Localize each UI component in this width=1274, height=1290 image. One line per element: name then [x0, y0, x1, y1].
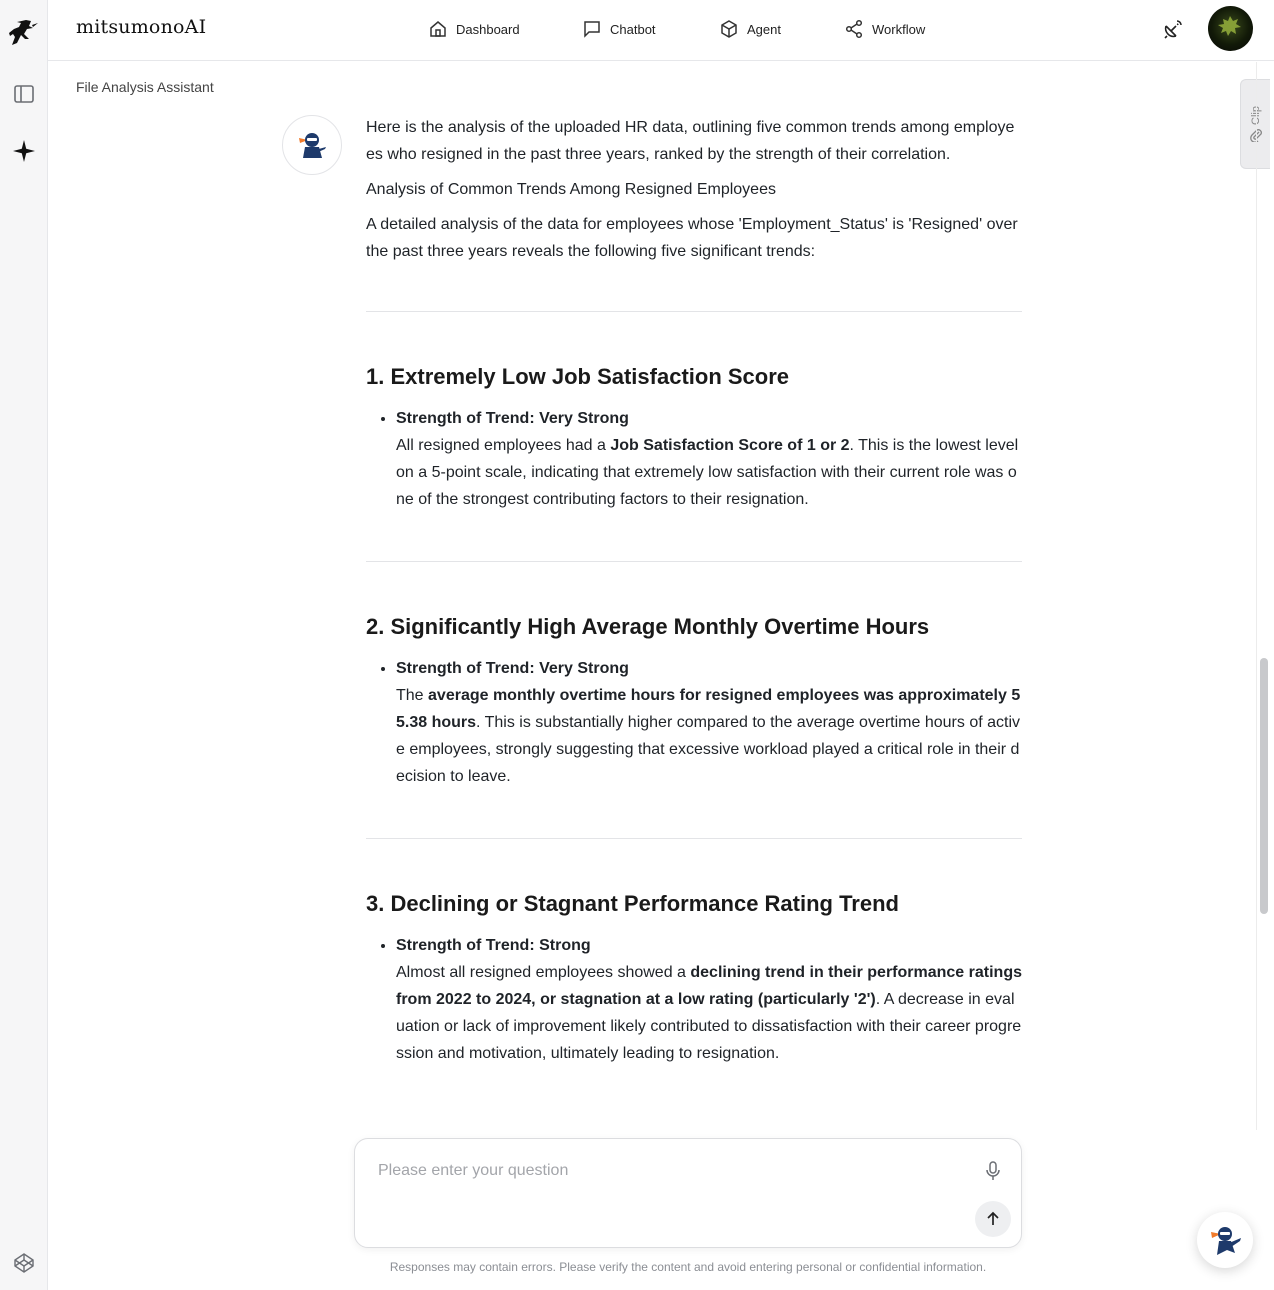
- section-bold: declining trend in their performance ratings from 2022 to 2024, or stagnation at a low rating (particularly '2'): [396, 964, 1022, 1008]
- question-input-box: [354, 1138, 1022, 1248]
- cube-icon: [719, 19, 739, 39]
- share-nodes-icon: [844, 19, 864, 39]
- divider: [366, 838, 1022, 839]
- section-item: [396, 655, 1022, 790]
- section-text: The: [396, 687, 429, 704]
- assistant-message: [366, 114, 1022, 1067]
- nav-agent[interactable]: [719, 17, 781, 41]
- home-icon: [428, 19, 448, 39]
- ninja-logo-icon[interactable]: [0, 18, 48, 50]
- nav-chatbot[interactable]: [582, 17, 656, 41]
- page-subtitle: File Analysis Assistant: [76, 79, 214, 95]
- divider: [366, 561, 1022, 562]
- section-bold: Job Satisfaction Score of 1 or 2: [610, 437, 850, 454]
- section-list: [366, 655, 1022, 790]
- section-text: Almost all resigned employees showed a: [396, 964, 691, 981]
- trend-strength: Strength of Trend: Strong: [396, 937, 591, 954]
- section-text: . This is the lowest level on a 5-point scale, indicating that extremely low satisfaction with their current role was one of the strongest contributing factors to their resignation.: [396, 437, 1019, 508]
- chat-bubble-icon: [582, 19, 602, 39]
- question-input[interactable]: [378, 1159, 958, 1183]
- section-text: . This is substantially higher compared to the average overtime hours of active employees, strongly suggesting that excessive workload played a critical role in their decision to leave.: [396, 714, 1021, 785]
- disclaimer-text: Responses may contain errors. Please verify the content and avoid entering personal or confidential information.: [389, 1260, 987, 1274]
- top-header: [48, 0, 1274, 61]
- user-avatar[interactable]: [1208, 6, 1253, 51]
- ninja-mascot-icon: [1205, 1220, 1245, 1260]
- ninja-mascot-icon: [295, 128, 329, 162]
- microphone-icon[interactable]: [981, 1159, 1005, 1183]
- trend-strength: Strength of Trend: Very Strong: [396, 410, 629, 427]
- message-heading: Analysis of Common Trends Among Resigned Employees: [366, 181, 776, 198]
- section-list: [366, 932, 1022, 1067]
- section-text: . A decrease in evaluation or lack of improvement likely contributed to dissatisfaction with their career progression and motivation, ultimately leading to resignation.: [396, 991, 1022, 1062]
- assistant-avatar: [282, 115, 342, 175]
- nav-label: Agent: [747, 21, 781, 37]
- send-button[interactable]: [975, 1201, 1011, 1237]
- divider: [366, 311, 1022, 312]
- satellite-dish-icon[interactable]: [1160, 16, 1186, 42]
- ninja-assistant-button[interactable]: [1197, 1212, 1253, 1268]
- nav-workflow[interactable]: [844, 17, 925, 41]
- clip-label: Clip: [1249, 105, 1262, 125]
- section-title: 1. Extremely Low Job Satisfaction Score: [366, 364, 790, 389]
- arrow-up-icon: [984, 1210, 1002, 1228]
- section-item: [396, 932, 1022, 1067]
- nav-label: Dashboard: [456, 21, 520, 37]
- sidebar-toggle-icon[interactable]: [0, 78, 48, 110]
- nav-label: Chatbot: [610, 21, 656, 37]
- sparkle-icon[interactable]: [0, 135, 48, 167]
- trend-strength: Strength of Trend: Very Strong: [396, 660, 629, 677]
- section-list: [366, 405, 1022, 513]
- section-item: [396, 405, 1022, 513]
- nav-label: Workflow: [872, 21, 926, 37]
- codepen-icon[interactable]: [0, 1247, 48, 1279]
- section-title: 2. Significantly High Average Monthly Overtime Hours: [366, 614, 930, 639]
- message-intro: Here is the analysis of the uploaded HR data, outlining five common trends among employees who resigned in the past three years, ranked by the strength of their correlation.: [366, 119, 1015, 163]
- scrollbar-track[interactable]: [1256, 62, 1270, 1130]
- nav-dashboard[interactable]: [428, 17, 520, 41]
- section-text: All resigned employees had a: [396, 437, 611, 454]
- brand-name[interactable]: mitsumonoAI: [76, 16, 207, 38]
- message-lead: A detailed analysis of the data for employees whose 'Employment_Status' is 'Resigned' over the past three years reveals the following five significant trends:: [366, 216, 1018, 260]
- scrollbar-thumb[interactable]: [1260, 658, 1268, 914]
- section-title: 3. Declining or Stagnant Performance Rating Trend: [366, 891, 899, 916]
- left-rail: [0, 0, 48, 1290]
- section-bold: average monthly overtime hours for resigned employees was approximately 55.38 hours: [396, 687, 1021, 731]
